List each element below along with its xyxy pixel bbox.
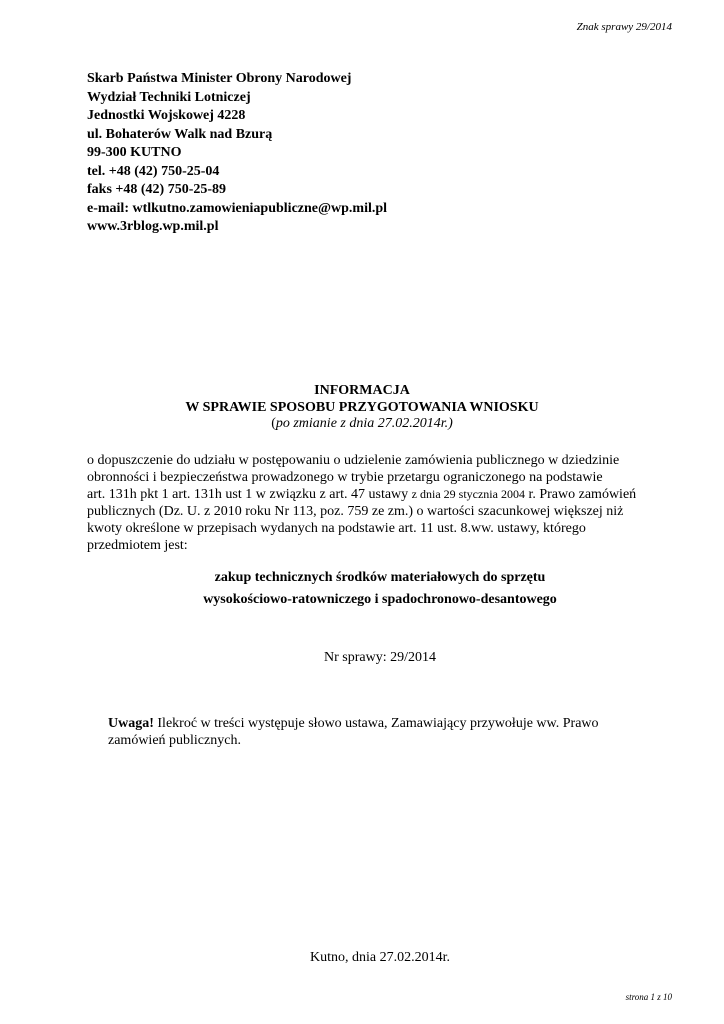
intro-line: przedmiotem jest: xyxy=(87,538,188,553)
phone-line: tel. +48 (42) 750-25-04 xyxy=(87,163,220,179)
fax-line: faks +48 (42) 750-25-89 xyxy=(87,182,227,197)
website-line: www.3rblog.wp.mil.pl xyxy=(87,219,219,234)
intro-text: r. Prawo zamówień xyxy=(524,487,637,502)
warning-label: Uwaga! xyxy=(108,716,154,731)
subject-line-1: zakup technicznych środków materiałowych do sprzętu xyxy=(214,570,546,585)
warning-note xyxy=(108,715,668,749)
page-number: strona 1 z 10 xyxy=(625,992,672,1002)
warning-text: Ilekroć w treści występuje słowo ustawa, Zamawiający przywołuje ww. Prawo xyxy=(153,716,599,731)
intro-line: kwoty określone w przepisach wydanych na podstawie art. 11 ust. 8.ww. ustawy, którego xyxy=(87,521,586,536)
email-line: e-mail: wtlkutno.zamowieniapubliczne@wp.mil.pl xyxy=(87,200,388,216)
sender-address xyxy=(87,70,387,237)
title-note-text: po zmianie z dnia 27.02.2014r.) xyxy=(275,416,453,431)
case-reference: Znak sprawy 29/2014 xyxy=(576,21,672,33)
title-line-1: INFORMACJA xyxy=(314,383,410,398)
document-title xyxy=(0,383,724,433)
address-line: Skarb Państwa Minister Obrony Narodowej xyxy=(87,71,352,86)
address-line: Wydział Techniki Lotniczej xyxy=(87,89,251,105)
address-line: ul. Bohaterów Walk nad Bzurą xyxy=(87,126,273,142)
subject-line-2: wysokościowo-ratowniczego i spadochronowo-desantowego xyxy=(203,592,557,607)
intro-paragraph xyxy=(87,452,687,554)
intro-line: obronności i bezpieczeństwa prowadzonego w trybie przetargu ograniczonego na podstawie xyxy=(87,470,603,485)
title-note-paren: ( xyxy=(271,416,276,431)
intro-line xyxy=(87,486,687,503)
place-and-date: Kutno, dnia 27.02.2014r. xyxy=(310,950,450,965)
address-line: Jednostki Wojskowej 4228 xyxy=(87,108,246,123)
intro-line: o dopuszczenie do udziału w postępowaniu o udzielenie zamówienia publicznego w dziedzinie xyxy=(87,453,620,468)
address-line: 99-300 KUTNO xyxy=(87,145,182,160)
title-line-2: W SPRAWIE SPOSOBU PRZYGOTOWANIA WNIOSKU xyxy=(185,399,539,415)
title-note xyxy=(0,416,724,433)
intro-text: art. 131h pkt 1 art. 131h ust 1 w związku z art. 47 ustawy xyxy=(87,487,412,502)
case-number: Nr sprawy: 29/2014 xyxy=(324,650,436,665)
procurement-subject xyxy=(0,567,724,611)
intro-line: publicznych (Dz. U. z 2010 roku Nr 113, poz. 759 ze zm.) o wartości szacunkowej większej niż xyxy=(87,504,624,519)
warning-line xyxy=(108,715,668,732)
warning-line: zamówień publicznych. xyxy=(108,733,241,748)
intro-date: z dnia 29 stycznia 2004 xyxy=(411,487,525,501)
